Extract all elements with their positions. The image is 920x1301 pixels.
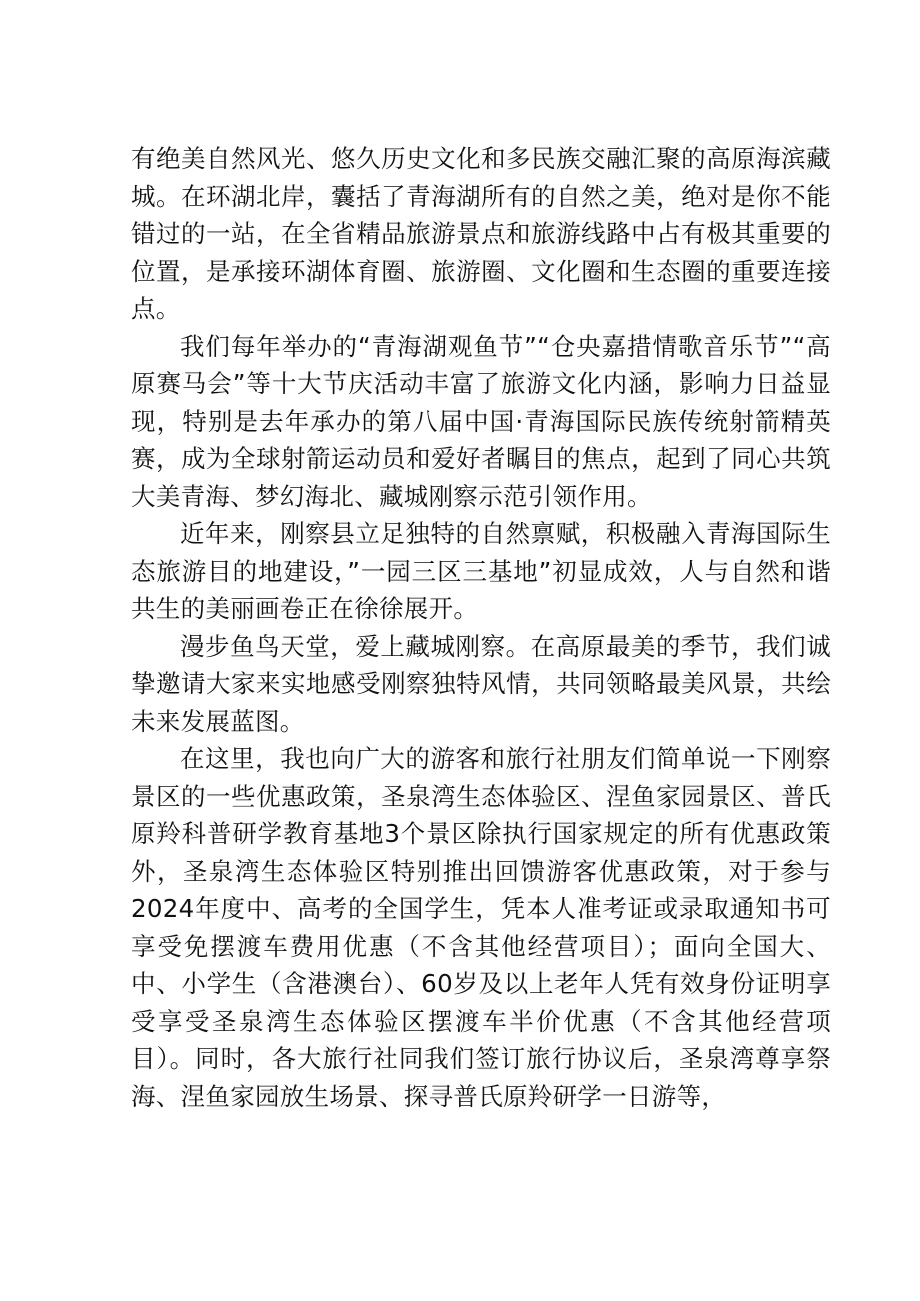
paragraph-3: 近年来，刚察县立足独特的自然禀赋，积极融入青海国际生态旅游目的地建设，”一园三区三基地”初显成效，人与自然和谐共生的美丽画卷正在徐徐展开。 bbox=[131, 519, 831, 623]
document-page bbox=[131, 140, 831, 1115]
paragraph-5: 在这里，我也向广大的游客和旅行社朋友们简单说一下刚察景区的一些优惠政策，圣泉湾生态体验区、涅鱼家园景区、普氏原羚科普研学教育基地3个景区除执行国家规定的所有优惠政策外，圣泉湾生态体验区特别推出回馈游客优惠政策，对于参与2024年度中、高考的全国学生，凭本人准考证或录取通知书可享受免摆渡车费用优惠（不含其他经营项目）；面向全国大、中、小学生（含港澳台）、60岁及以上老年人凭有效身份证明享受享受圣泉湾生态体验区摆渡车半价优惠（不含其他经营项目）。同时，各大旅行社同我们签订旅行协议后，圣泉湾尊享祭海、涅鱼家园放生场景、探寻普氏原羚研学一日游等， bbox=[131, 744, 832, 1111]
paragraph-2: 我们每年举办的“青海湖观鱼节”“仓央嘉措情歌音乐节”“高原赛马会”等十大节庆活动丰富了旅游文化内涵，影响力日益显现，特别是去年承办的第八届中国·青海国际民族传统射箭精英赛，成为全球射箭运动员和爱好者瞩目的焦点，起到了同心共筑大美青海、梦幻海北、藏城刚察示范引领作用。 bbox=[131, 331, 831, 511]
paragraph-4: 漫步鱼鸟天堂，爱上藏城刚察。在高原最美的季节，我们诚挚邀请大家来实地感受刚察独特风情，共同领略最美风景，共绘未来发展蓝图。 bbox=[131, 631, 831, 736]
paragraph-1: 有绝美自然风光、悠久历史文化和多民族交融汇聚的高原海滨藏城。在环湖北岸，囊括了青海湖所有的自然之美，绝对是你不能错过的一站，在全省精品旅游景点和旅游线路中占有极其重要的位置，是承接环湖体育圈、旅游圈、文化圈和生态圈的重要连接点。 bbox=[131, 144, 831, 323]
